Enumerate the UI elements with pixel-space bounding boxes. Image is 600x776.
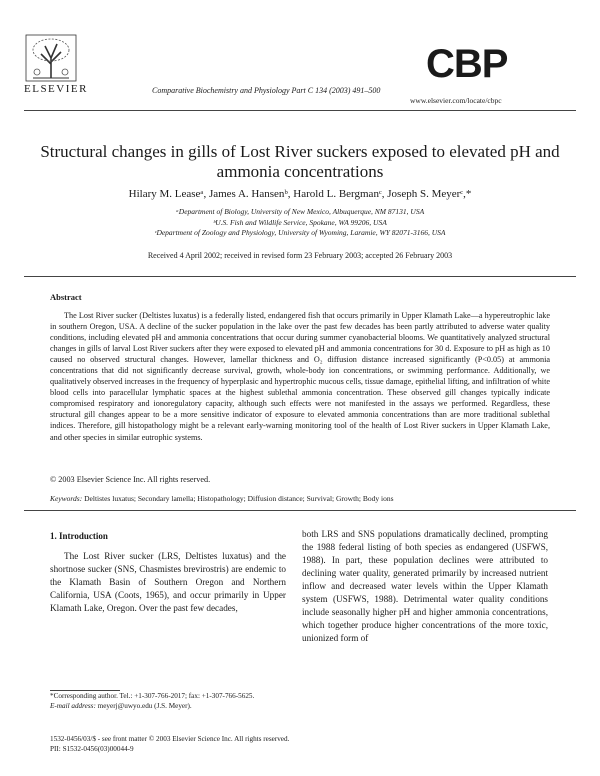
affiliation-a: ᵃDepartment of Biology, University of New Mexico, Albuquerque, NM 87131, USA <box>175 207 425 216</box>
affiliations <box>60 207 540 239</box>
email-label: E-mail address: <box>50 701 96 710</box>
abstract-text: The Lost River sucker (Deltistes luxatus) is a federally listed, endangered fish that occurs primarily in Upper Klamath Lake—a hypereutrophic lake in southern Oregon, USA. A decline of the sucker population in the lake over the past few decades has been partly attributed to adverse water quality conditions, including elevated pH and ammonia concentrations that occur during summer cyanobacterial blooms. We quantitatively analyzed structural changes in gills of larval Lost River suckers after they were exposed to elevated pH and ammonia concentrations for 30 d. Exposure to pH as high as 10 caused no observed structural changes. However, lamellar thickness and O₂ diffusion distance increased significantly (P<0.05) at ammonia concentrations that did not significantly decrease survival, growth, whole-body ion concentrations, or swimming performance. Additionally, we qualitatively observed increases in the frequency of hyperplasic and hypertrophic mucous cells, tissue damage, epithelial lifting, and infiltration of white blood cells into paracellular lymphatic spaces at the highest sublethal ammonia concentration. These observed gill changes typically indicate compromised respiratory and ionoregulatory capacity, although such effects were not manifested in the assays we performed. Regardless, these structural gill changes appear to be a more sensitive indicator of exposure to elevated ammonia concentrations than are more traditional sublethal indices. Therefore, gill histopathology might be a relevant early-warning monitoring tool of the health of Lost River suckers in Upper Klamath Lake, and other species in similar eutrophic systems. <box>50 311 550 442</box>
abstract-copyright: © 2003 Elsevier Science Inc. All rights reserved. <box>50 475 211 484</box>
section-heading-introduction: 1. Introduction <box>50 531 108 541</box>
keywords-label: Keywords: <box>50 494 83 503</box>
journal-logo-text: CBP <box>426 42 508 86</box>
affiliation-b: ᵇU.S. Fish and Wildlife Service, Spokane, WA 99206, USA <box>213 217 387 227</box>
abstract-heading: Abstract <box>50 292 82 302</box>
header-rule <box>24 110 576 111</box>
intro-right-column: both LRS and SNS populations dramatically declined, prompting the 1988 federal listing of both species as endangered (USFWS, 1988). In part, these population declines were attributed to declining water quality, generated primarily by increased nutrient inflow and decreased water levels within the Upper Klamath system (USFWS, 1988). Detrimental water quality conditions include seasonally higher pH and higher ammonia concentrations, which together produce higher concentrations of the more toxic, unionized form of <box>302 529 548 644</box>
elsevier-tree-logo <box>25 34 77 82</box>
intro-left-column: The Lost River sucker (LRS, Deltistes luxatus) and the shortnose sucker (SNS, Chasmistes brevirostris) are endemic to the Klamath Basin of Southern Oregon and Northern California, USA (Coots, 1965), and occur primarily in Upper Klamath Lake, Oregon. Over the past few decades, <box>50 551 286 614</box>
issn-block <box>50 734 289 754</box>
journal-citation: Comparative Biochemistry and Physiology Part C 134 (2003) 491–500 <box>152 86 381 95</box>
corresponding-footnote <box>50 692 290 711</box>
keywords-list: Deltistes luxatus; Secondary lamella; Histopathology; Diffusion distance; Survival; Growth; Body ions <box>84 494 394 503</box>
abstract-bottom-rule <box>24 510 576 511</box>
journal-url[interactable]: www.elsevier.com/locate/cbpc <box>410 96 502 105</box>
abstract-top-rule <box>24 276 576 277</box>
pii-line: PII: S1532-0456(03)00044-9 <box>50 745 134 753</box>
affiliation-c: ᶜDepartment of Zoology and Physiology, University of Wyoming, Laramie, WY 82071-3166, USA <box>154 228 446 237</box>
issn-line: 1532-0456/03/$ - see front matter © 2003 Elsevier Science Inc. All rights reserved. <box>50 735 290 743</box>
keywords <box>50 494 550 503</box>
email-address[interactable]: meyerj@uwyo.edu (J.S. Meyer). <box>97 701 192 710</box>
article-title: Structural changes in gills of Lost River suckers exposed to elevated pH and ammonia concentrations <box>40 142 560 181</box>
author-list: Hilary M. Leaseᵃ, James A. Hansenᵇ, Harold L. Bergmanᶜ, Joseph S. Meyerᶜ,* <box>128 188 472 200</box>
publisher-name: ELSEVIER <box>24 83 88 95</box>
footnote-rule <box>50 690 120 691</box>
corresponding-author: *Corresponding author. Tel.: +1-307-766-2017; fax: +1-307-766-5625. <box>50 692 255 700</box>
received-dates: Received 4 April 2002; received in revised form 23 February 2003; accepted 26 February 2003 <box>147 251 453 260</box>
